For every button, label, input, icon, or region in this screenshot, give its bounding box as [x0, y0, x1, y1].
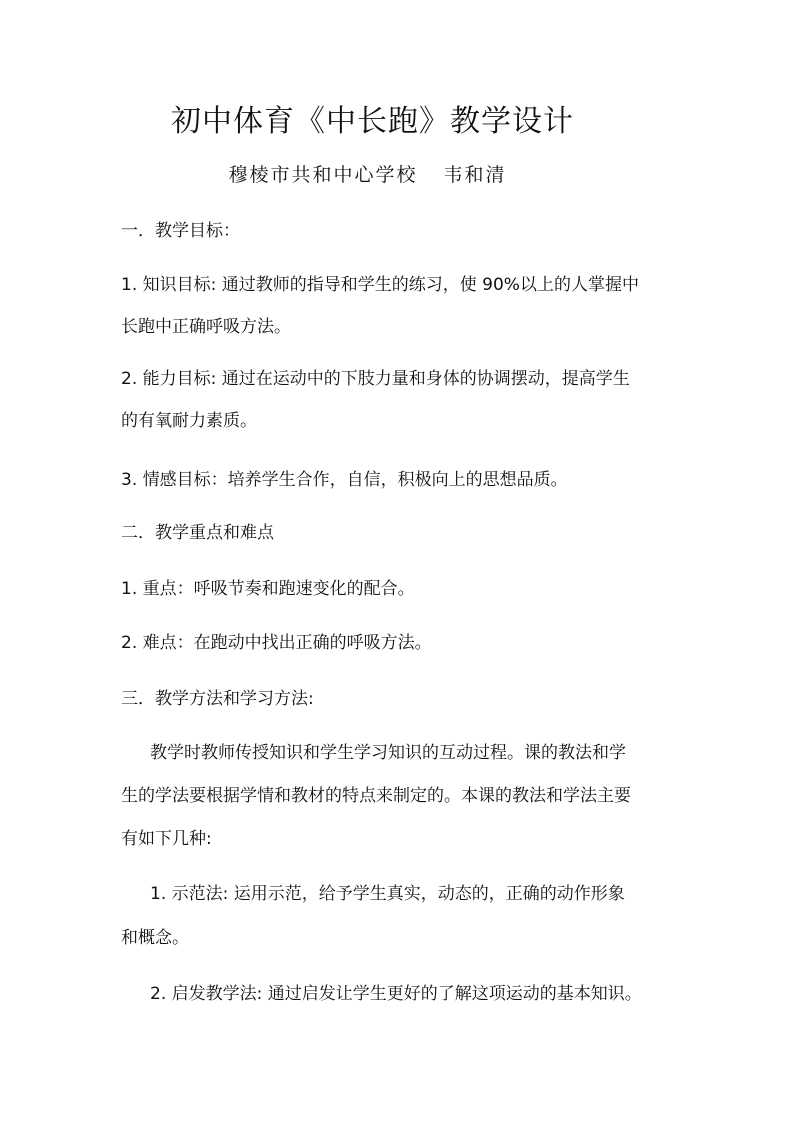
- section-heading-objectives: 一．教学目标：: [121, 221, 240, 241]
- paragraph-line: 1. 重点：呼吸节奏和跑速变化的配合。: [121, 579, 415, 599]
- paragraph-line: 的有氧耐力素质。: [121, 411, 257, 431]
- paragraph-line: 长跑中正确呼吸方法。: [121, 317, 291, 337]
- paragraph-line: 3. 情感目标：培养学生合作，自信，积极向上的思想品质。: [121, 470, 568, 490]
- paragraph-line: 和概念。: [121, 928, 189, 948]
- section-heading-methods: 三．教学方法和学习方法:: [121, 689, 314, 709]
- author-line: [0, 160, 735, 187]
- paragraph-line: 2. 启发教学法: 通过启发让学生更好的了解这项运动的基本知识。: [150, 984, 642, 1004]
- paragraph-line: 2. 难点：在跑动中找出正确的呼吸方法。: [121, 633, 432, 653]
- author-school: 穆棱市共和中心学校: [228, 164, 418, 186]
- paragraph-line: 1. 示范法: 运用示范，给予学生真实，动态的，正确的动作形象: [150, 884, 625, 904]
- paragraph-line: 1. 知识目标: 通过教师的指导和学生的练习，使 90%以上的人掌握中: [121, 275, 639, 295]
- paragraph-line: 2. 能力目标: 通过在运动中的下肢力量和身体的协调摆动，提高学生: [121, 369, 630, 389]
- author-name: 韦和清: [443, 164, 507, 186]
- paragraph-line: 有如下几种:: [121, 829, 212, 849]
- paragraph-line: 生的学法要根据学情和教材的特点来制定的。本课的教法和学法主要: [121, 786, 631, 806]
- paragraph-line: 教学时教师传授知识和学生学习知识的互动过程。课的教法和学: [150, 743, 626, 763]
- section-heading-keypoints: 二．教学重点和难点: [121, 523, 274, 543]
- document-title: 初中体育《中长跑》教学设计: [171, 104, 574, 139]
